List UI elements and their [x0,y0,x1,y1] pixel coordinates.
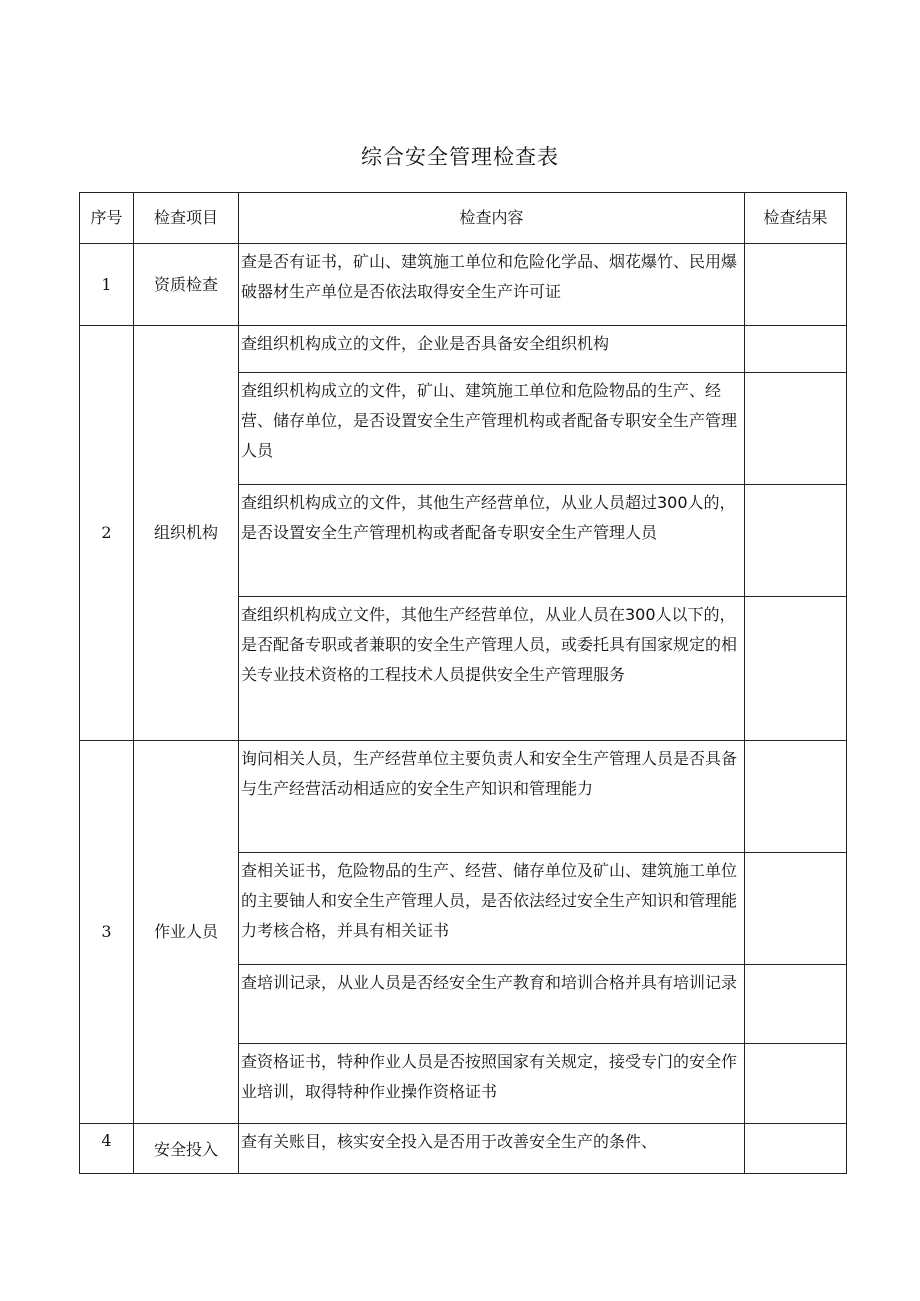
row-result [745,853,847,965]
table-header-row [80,193,847,244]
row-number: 1 [80,244,134,326]
row-number: 4 [80,1124,134,1174]
row-content: 查是否有证书，矿山、建筑施工单位和危险化学品、烟花爆竹、民用爆破器材生产单位是否依法取得安全生产许可证 [239,244,745,326]
row-item: 安全投入 [134,1124,239,1174]
table-row [80,244,847,326]
row-number: 3 [80,741,134,1124]
row-content: 查相关证书，危险物品的生产、经营、储存单位及矿山、建筑施工单位的主要铀人和安全生产管理人员，是否依法经过安全生产知识和管理能力考核合格，并具有相关证书 [239,853,745,965]
row-content: 查组织机构成立的文件，其他生产经营单位，从业人员超过300人的，是否设置安全生产管理机构或者配备专职安全生产管理人员 [239,485,745,597]
row-content: 询问相关人员，生产经营单位主要负责人和安全生产管理人员是否具备与生产经营活动相适应的安全生产知识和管理能力 [239,741,745,853]
table-row [80,1124,847,1174]
header-item: 检查项目 [134,193,239,244]
table-row [80,326,847,373]
row-result [745,1044,847,1124]
row-number: 2 [80,326,134,741]
row-result [745,965,847,1044]
row-content: 查资格证书，特种作业人员是否按照国家有关规定，接受专门的安全作业培训，取得特种作业操作资格证书 [239,1044,745,1124]
row-result [745,485,847,597]
row-result [745,244,847,326]
row-result [745,326,847,373]
row-result [745,597,847,741]
table-row [80,741,847,853]
row-item: 作业人员 [134,741,239,1124]
row-item: 资质检查 [134,244,239,326]
inspection-table [79,192,847,1174]
row-content: 查组织机构成立的文件，矿山、建筑施工单位和危险物品的生产、经营、储存单位，是否设置安全生产管理机构或者配备专职安全生产管理人员 [239,373,745,485]
row-content: 查培训记录，从业人员是否经安全生产教育和培训合格并具有培训记录 [239,965,745,1044]
row-content: 查有关账目，核实安全投入是否用于改善安全生产的条件、 [239,1124,745,1174]
row-result [745,373,847,485]
header-result: 检查结果 [745,193,847,244]
row-item: 组织机构 [134,326,239,741]
page-title: 综合安全管理检查表 [361,145,559,169]
row-result [745,1124,847,1174]
header-content: 检查内容 [239,193,745,244]
header-no: 序号 [80,193,134,244]
row-content: 查组织机构成立的文件，企业是否具备安全组织机构 [239,326,745,373]
row-content: 查组织机构成立文件，其他生产经营单位，从业人员在300人以下的，是否配备专职或者兼职的安全生产管理人员，或委托具有国家规定的相关专业技术资格的工程技术人员提供安全生产管理服务 [239,597,745,741]
row-result [745,741,847,853]
